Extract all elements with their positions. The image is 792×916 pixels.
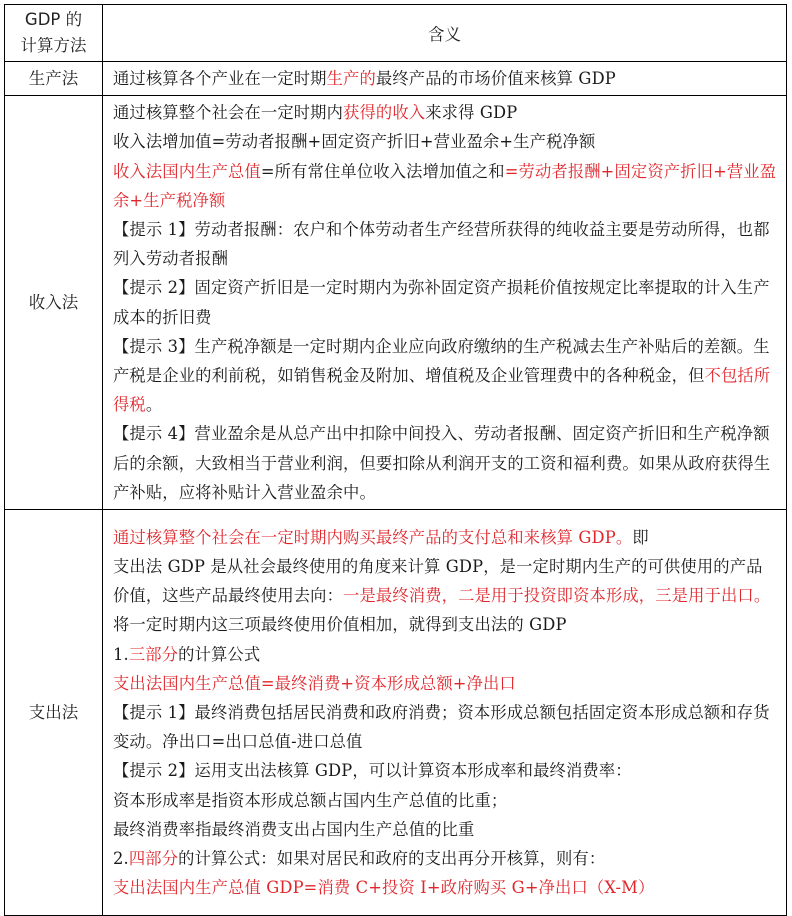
body-text: =所有常住单位收入法增加值之和 (260, 161, 505, 181)
body-text: 将一定时期内这三项最终使用价值相加，就得到支出法的 GDP (113, 615, 567, 635)
body-text: 即 (632, 527, 649, 547)
meaning-paragraph (113, 523, 778, 552)
body-text: 【提示 3】生产税净额是一定时期内企业应向政府缴纳的生产税减去生产补贴后的差额。生产税是企业的利前税，如销售税金及附加、增值税及企业管理费中的各种税金，但 (113, 336, 770, 386)
meaning-paragraph (113, 669, 778, 698)
meaning-paragraph (113, 552, 778, 610)
meaning-paragraph (113, 273, 778, 331)
highlighted-text: 四部分 (128, 848, 179, 868)
body-text: 【提示 4】营业盈余是从总产出中扣除中间投入、劳动者报酬、固定资产折旧和生产税净额后的余额，大致相当于营业利润，但要扣除从利润开支的工资和福利费。如果从政府获得生产补贴，应将补贴计入营业盈余中。 (113, 424, 771, 502)
body-text: 。 (145, 395, 163, 415)
highlighted-text: 一是最终消费，二是用于投资即资本形成，三是用于出口。 (343, 586, 771, 606)
meaning-paragraph (113, 844, 778, 873)
body-text: 收入法增加值=劳动者报酬+固定资产折旧+营业盈余+生产税净额 (113, 132, 596, 152)
highlighted-text: 收入法国内生产总值 (113, 161, 261, 181)
body-text: 【提示 1】最终消费包括居民消费和政府消费；资本形成总额包括固定资本形成总额和存货变动。净出口=出口总值-进口总值 (113, 702, 770, 752)
body-text: 资本形成率是指资本形成总额占国内生产总值的比重； (113, 790, 508, 810)
gdp-methods-table (4, 4, 787, 916)
header-method-line-1: GDP 的 (24, 10, 83, 29)
body-text: 支出法 GDP 是从社会最终使用的角度来计算 GDP，是一定时期内生产的可供使用的产品价值，这些产品最终使用去向： (113, 556, 763, 606)
meaning-paragraph (113, 419, 778, 507)
meaning-paragraph (113, 698, 778, 756)
meaning-cell-income (103, 96, 787, 510)
body-text: 【提示 2】固定资产折旧是一定时期内为弥补固定资产损耗价值按规定比率提取的计入生产成本的折旧费 (113, 278, 770, 327)
body-text: 最终产品的市场价值来核算 GDP (375, 69, 616, 88)
body-text: 的计算公式：如果对居民和政府的支出再分开核算，则有： (178, 848, 606, 868)
meaning-paragraph (113, 786, 778, 815)
highlighted-text: 支出法国内生产总值=最终消费+资本形成总额+净出口 (113, 673, 516, 693)
method-cell-expenditure: 支出法 (5, 510, 103, 916)
table-row-income (5, 96, 787, 510)
method-cell-production: 生产法 (5, 62, 103, 96)
body-text: 2. (113, 848, 129, 868)
meaning-paragraph (113, 332, 778, 420)
table-row-production (5, 62, 787, 96)
highlighted-text: 获得的收入 (343, 103, 426, 123)
header-method-cell (5, 5, 103, 62)
body-text: 通过核算整个社会在一定时期内 (113, 103, 344, 123)
header-meaning-cell: 含义 (103, 5, 787, 62)
meaning-cell-expenditure (103, 510, 787, 916)
meaning-paragraph (113, 64, 778, 93)
highlighted-text: 支出法国内生产总值 GDP=消费 C+投资 I+政府购买 G+净出口（X-M） (113, 878, 655, 898)
highlighted-text: =劳动者报酬+固定资产折旧+营业盈余+生产税净额 (113, 161, 777, 210)
meaning-paragraph (113, 815, 778, 844)
body-text: 【提示 2】运用支出法核算 GDP，可以计算资本形成率和最终消费率： (113, 761, 632, 781)
highlighted-text: 通过核算整个社会在一定时期内购买最终产品的支付总和来核算 GDP。 (113, 527, 633, 547)
table-row-expenditure (5, 510, 787, 916)
highlighted-text: 不包括所得税 (113, 366, 771, 415)
body-text: 来求得 GDP (425, 103, 518, 123)
meaning-paragraph (113, 98, 778, 127)
meaning-paragraph (113, 640, 778, 669)
body-text: 的计算公式 (178, 644, 261, 664)
method-cell-income: 收入法 (5, 96, 103, 510)
meaning-paragraph (113, 756, 778, 785)
table-header-row (5, 5, 787, 62)
meaning-paragraph (113, 157, 778, 215)
highlighted-text: 三部分 (128, 644, 179, 664)
body-text: 1. (113, 644, 129, 664)
meaning-cell-production (103, 62, 787, 96)
body-text: 【提示 1】劳动者报酬：农户和个体劳动者生产经营所获得的纯收益主要是劳动所得，也都列入劳动者报酬 (113, 220, 770, 269)
meaning-paragraph (113, 610, 778, 639)
meaning-paragraph (113, 127, 778, 156)
body-text: 通过核算各个产业在一定时期 (113, 69, 327, 88)
meaning-paragraph (113, 873, 778, 902)
header-method-line-2: 计算方法 (20, 36, 87, 55)
meaning-paragraph (113, 215, 778, 273)
highlighted-text: 生产的 (326, 69, 376, 88)
body-text: 最终消费率指最终消费支出占国内生产总值的比重 (113, 819, 475, 839)
